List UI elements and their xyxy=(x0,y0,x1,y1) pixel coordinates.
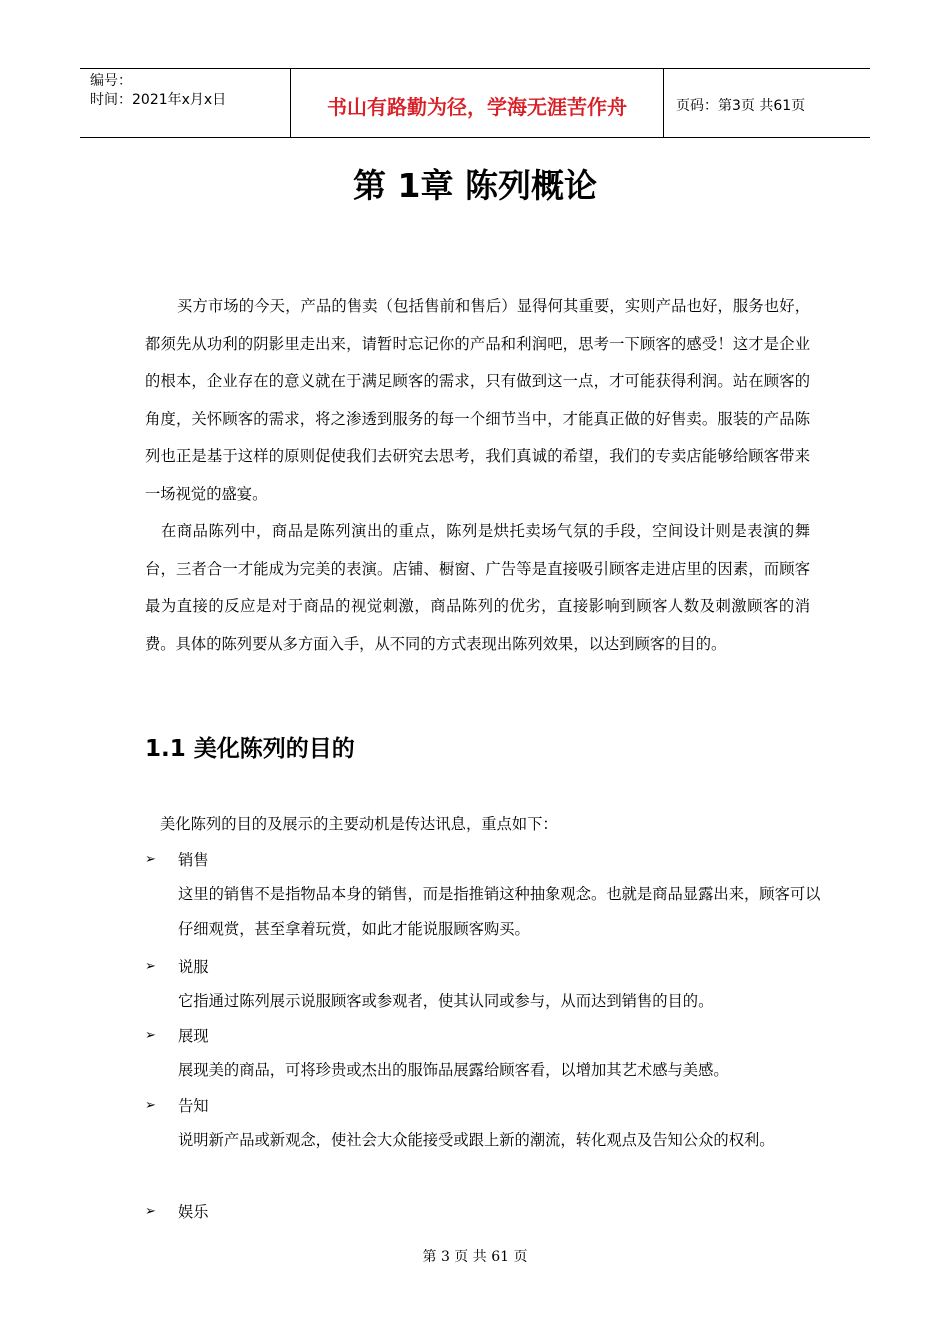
paragraph-2: 在商品陈列中，商品是陈列演出的重点，陈列是烘托卖场气氛的手段，空间设计则是表演的舞台，三者合一才能成为完美的表演。店铺、橱窗、广告等是直接吸引顾客走进店里的因素，而顾客最为直接的反应是对于商品的视觉刺激，商品陈列的优劣，直接影响到顾客人数及刺激顾客的消费。具体的陈列要从多方面入手，从不同的方式表现出陈列效果，以达到顾客的目的。 xyxy=(145,522,810,653)
arrow-bullet-icon: ➢ xyxy=(145,958,156,974)
bullet-description: 说明新产品或新观念，使社会大众能接受或跟上新的潮流，转化观点及告知公众的权利。 xyxy=(178,1131,775,1149)
header-meta xyxy=(80,69,291,137)
number-label: 编号： xyxy=(90,73,132,89)
bullet-item xyxy=(145,955,209,977)
bullet-description: 它指通过陈列展示说服顾客或参观者，使其认同或参与，从而达到销售的目的。 xyxy=(178,992,714,1010)
section-intro: 美化陈列的目的及展示的主要动机是传达讯息，重点如下： xyxy=(160,815,558,833)
section-title: 1.1 美化陈列的目的 xyxy=(145,736,355,762)
bullet-item xyxy=(145,848,209,870)
bullet-title: 娱乐 xyxy=(178,1203,209,1221)
bullet-title: 告知 xyxy=(178,1097,209,1115)
arrow-bullet-icon: ➢ xyxy=(145,851,156,867)
bullet-title: 说服 xyxy=(178,958,209,976)
bullet-description: 这里的销售不是指物品本身的销售，而是指推销这种抽象观念。也就是商品显露出来，顾客可以仔细观赏，甚至拿着玩赏，如此才能说服顾客购买。 xyxy=(178,885,821,938)
arrow-bullet-icon: ➢ xyxy=(145,1097,156,1113)
arrow-bullet-icon: ➢ xyxy=(145,1027,156,1043)
bullet-title: 展现 xyxy=(178,1027,209,1045)
bullet-description: 展现美的商品，可将珍贵或杰出的服饰品展露给顾客看，以增加其艺术感与美感。 xyxy=(178,1061,729,1079)
header-page-info: 页码：第3页 共61页 xyxy=(676,98,806,114)
body-paragraphs xyxy=(145,288,810,663)
paragraph-1: 买方市场的今天，产品的售卖（包括售前和售后）显得何其重要，实则产品也好，服务也好，都须先从功利的阴影里走出来，请暂时忘记你的产品和利润吧，思考一下顾客的感受！这才是企业的根本，企业存在的意义就在于满足顾客的需求，只有做到这一点，才可能获得利润。站在顾客的角度，关怀顾客的需求，将之渗透到服务的每一个细节当中，才能真正做的好售卖。服装的产品陈列也正是基于这样的原则促使我们去研究去思考，我们真诚的希望，我们的专卖店能够给顾客带来一场视觉的盛宴。 xyxy=(145,297,810,503)
header-motto: 书山有路勤为径，学海无涯苦作舟 xyxy=(291,69,664,137)
bullet-title: 销售 xyxy=(178,851,209,869)
bullet-item xyxy=(145,1200,209,1222)
page-footer: 第 3 页 共 61 页 xyxy=(422,1249,528,1265)
date-label: 时间：2021年x月x日 xyxy=(90,92,227,108)
bullet-item xyxy=(145,1094,209,1116)
arrow-bullet-icon: ➢ xyxy=(145,1203,156,1219)
header-table xyxy=(80,68,870,138)
bullet-item xyxy=(145,1024,209,1046)
chapter-title: 第 1章 陈列概论 xyxy=(353,166,597,205)
